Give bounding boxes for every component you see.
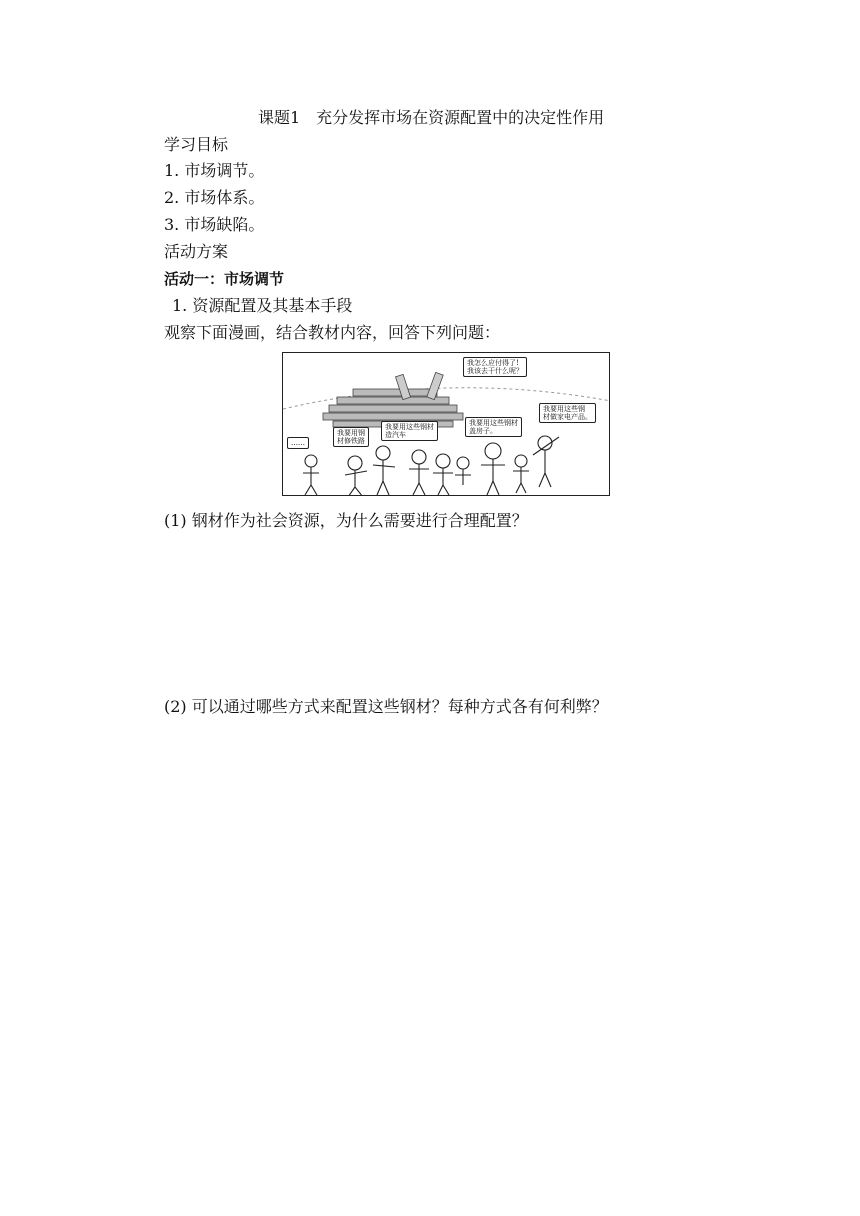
speech-bubble-car: 我要用这些钢材 造汽车 xyxy=(381,421,438,441)
objective-item: 2. 市场体系。 xyxy=(164,188,265,207)
instruction-text: 观察下面漫画，结合教材内容，回答下列问题： xyxy=(164,323,501,342)
speech-bubble-ellipsis: …… xyxy=(287,437,309,449)
speech-bubble-steel: 我怎么应付得了! 我该去干什么呢？ xyxy=(463,357,527,377)
page-title: 课题1 充分发挥市场在资源配置中的决定性作用 xyxy=(258,108,605,127)
objective-item: 3. 市场缺陷。 xyxy=(164,215,265,234)
speech-bubble-railway: 我要用钢 材修铁路 xyxy=(333,427,369,447)
speech-bubble-house: 我要用这些钢材 盖房子。 xyxy=(465,417,522,437)
steel-allocation-cartoon xyxy=(282,352,610,496)
question-1: (1) 钢材作为社会资源，为什么需要进行合理配置？ xyxy=(164,511,528,530)
subsection-heading: 1. 资源配置及其基本手段 xyxy=(172,296,353,315)
activity-heading: 活动一：市场调节 xyxy=(164,270,285,288)
cartoon-illustration xyxy=(283,353,610,496)
speech-bubble-appliance: 我要用这些钢 材做家电产品。 xyxy=(539,403,596,423)
section-heading-plan: 活动方案 xyxy=(164,242,229,261)
objective-item: 1. 市场调节。 xyxy=(164,161,265,180)
question-2: (2) 可以通过哪些方式来配置这些钢材？每种方式各有何利弊？ xyxy=(164,697,608,716)
section-heading-objectives: 学习目标 xyxy=(164,135,229,154)
